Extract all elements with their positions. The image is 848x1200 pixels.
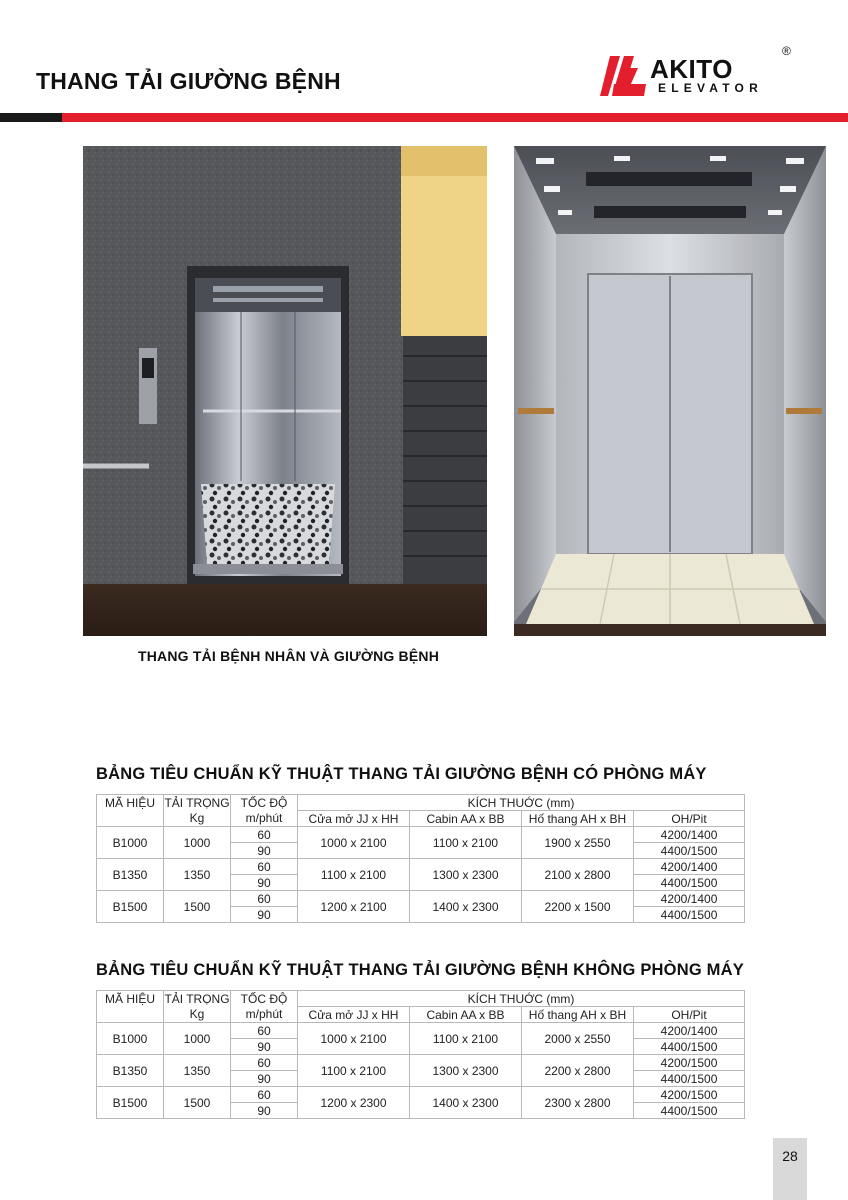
cell-speed: 60 (231, 891, 298, 907)
header-toc-do-unit: m/phút (231, 811, 298, 827)
table-row (97, 1023, 745, 1039)
logo-text: AKITO (650, 54, 733, 84)
header-ho-thang: Hố thang AH x BH (522, 811, 634, 827)
header-toc-do-unit: m/phút (231, 1007, 298, 1023)
cell-ohpit: 4400/1500 (634, 843, 745, 859)
registered-mark: ® (782, 44, 791, 58)
cell-cabin: 1100 x 2100 (410, 827, 522, 859)
table-title-machine-room: BẢNG TIÊU CHUẨN KỸ THUẬT THANG TẢI GIƯỜNG BỆNH CÓ PHÒNG MÁY (96, 765, 707, 783)
photo-elevator-entrance (83, 146, 487, 636)
cell-door: 1100 x 2100 (298, 859, 410, 891)
cell-shaft: 2100 x 2800 (522, 859, 634, 891)
cell-load: 1350 (164, 859, 231, 891)
header-tai-trong-unit: Kg (164, 811, 231, 827)
header-oh-pit: OH/Pit (634, 811, 745, 827)
cell-speed: 90 (231, 1103, 298, 1119)
cell-ohpit: 4400/1500 (634, 907, 745, 923)
cell-load: 1500 (164, 1087, 231, 1119)
cell-load: 1000 (164, 1023, 231, 1055)
header-cabin: Cabin AA x BB (410, 1007, 522, 1023)
cell-cabin: 1300 x 2300 (410, 859, 522, 891)
cell-door: 1000 x 2100 (298, 1023, 410, 1055)
cell-ohpit: 4400/1500 (634, 1071, 745, 1087)
cell-code: B1350 (97, 1055, 164, 1087)
cell-speed: 60 (231, 1055, 298, 1071)
header-ma-hieu: MÃ HIỆU (97, 795, 164, 811)
header-cabin: Cabin AA x BB (410, 811, 522, 827)
header-toc-do: TỐC ĐỘ (231, 795, 298, 811)
logo-subtext: ELEVATOR (658, 81, 763, 95)
cell-ohpit: 4200/1400 (634, 1023, 745, 1039)
header-tai-trong-unit: Kg (164, 1007, 231, 1023)
header-oh-pit: OH/Pit (634, 1007, 745, 1023)
spec-table-machine-room-less (96, 990, 745, 1119)
table-row (97, 859, 745, 875)
cell-ohpit: 4200/1400 (634, 859, 745, 875)
header-toc-do: TỐC ĐỘ (231, 991, 298, 1007)
page-title: THANG TẢI GIƯỜNG BỆNH (36, 68, 341, 94)
cell-speed: 60 (231, 1087, 298, 1103)
akito-logo-mark-icon (600, 54, 648, 98)
cell-ohpit: 4400/1500 (634, 1103, 745, 1119)
cell-cabin: 1400 x 2300 (410, 891, 522, 923)
table-title-machine-room-less: BẢNG TIÊU CHUẨN KỸ THUẬT THANG TẢI GIƯỜNG BỆNH KHÔNG PHÒNG MÁY (96, 961, 744, 979)
cell-ohpit: 4200/1500 (634, 1087, 745, 1103)
cell-shaft: 2300 x 2800 (522, 1087, 634, 1119)
cell-ohpit: 4200/1400 (634, 827, 745, 843)
cell-load: 1500 (164, 891, 231, 923)
cell-cabin: 1400 x 2300 (410, 1087, 522, 1119)
cell-door: 1100 x 2100 (298, 1055, 410, 1087)
spec-table-machine-room (96, 794, 745, 923)
cell-speed: 90 (231, 1071, 298, 1087)
table-row (97, 827, 745, 843)
photo-caption: THANG TẢI BỆNH NHÂN VÀ GIƯỜNG BỆNH (138, 648, 440, 664)
cell-speed: 90 (231, 843, 298, 859)
cell-code: B1500 (97, 891, 164, 923)
header-ma-hieu: MÃ HIỆU (97, 991, 164, 1007)
cell-load: 1000 (164, 827, 231, 859)
cell-code: B1000 (97, 827, 164, 859)
header-ho-thang: Hố thang AH x BH (522, 1007, 634, 1023)
akito-logo (600, 44, 800, 100)
header-blank (97, 811, 164, 827)
cell-speed: 60 (231, 859, 298, 875)
header-cua-mo: Cửa mở JJ x HH (298, 1007, 410, 1023)
cell-load: 1350 (164, 1055, 231, 1087)
cell-speed: 90 (231, 1039, 298, 1055)
cell-ohpit: 4400/1500 (634, 1039, 745, 1055)
cell-speed: 60 (231, 827, 298, 843)
cell-cabin: 1300 x 2300 (410, 1055, 522, 1087)
cell-code: B1000 (97, 1023, 164, 1055)
header-kich-thuoc: KÍCH THUỚC (mm) (298, 991, 745, 1007)
cell-shaft: 1900 x 2550 (522, 827, 634, 859)
cell-shaft: 2000 x 2550 (522, 1023, 634, 1055)
cell-door: 1200 x 2100 (298, 891, 410, 923)
header-blank (97, 1007, 164, 1023)
cell-shaft: 2200 x 1500 (522, 891, 634, 923)
cell-speed: 90 (231, 875, 298, 891)
cell-ohpit: 4400/1500 (634, 875, 745, 891)
header-rule-black (0, 113, 62, 122)
cell-ohpit: 4200/1500 (634, 1055, 745, 1071)
cell-shaft: 2200 x 2800 (522, 1055, 634, 1087)
cell-speed: 90 (231, 907, 298, 923)
cell-speed: 60 (231, 1023, 298, 1039)
cell-code: B1500 (97, 1087, 164, 1119)
photo-cabin-interior (514, 146, 826, 636)
cell-door: 1200 x 2300 (298, 1087, 410, 1119)
cell-ohpit: 4200/1400 (634, 891, 745, 907)
cell-door: 1000 x 2100 (298, 827, 410, 859)
header-kich-thuoc: KÍCH THUỚC (mm) (298, 795, 745, 811)
header-rule-red (62, 113, 848, 122)
header-tai-trong: TẢI TRỌNG (164, 795, 230, 810)
page-number: 28 (782, 1148, 798, 1164)
header-cua-mo: Cửa mở JJ x HH (298, 811, 410, 827)
cell-code: B1350 (97, 859, 164, 891)
table-row (97, 891, 745, 907)
table-row (97, 1087, 745, 1103)
header-tai-trong: TẢI TRỌNG (164, 991, 230, 1006)
table-row (97, 1055, 745, 1071)
cell-cabin: 1100 x 2100 (410, 1023, 522, 1055)
